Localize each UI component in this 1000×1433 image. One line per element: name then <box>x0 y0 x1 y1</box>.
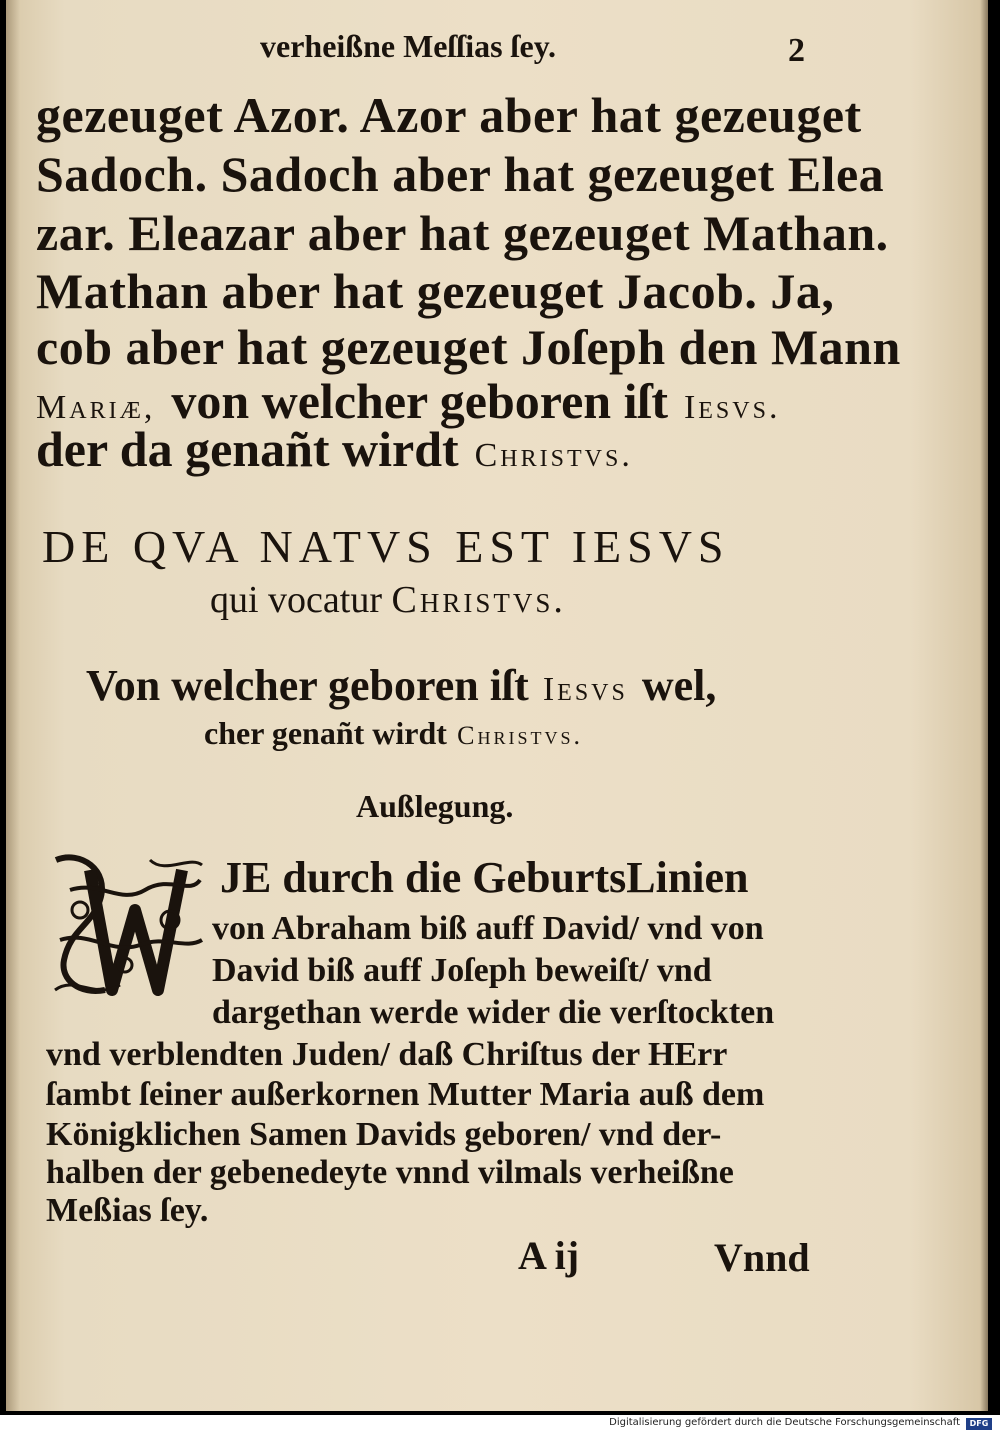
german-heading-line1 <box>86 660 716 711</box>
footer <box>0 1415 1000 1433</box>
dfg-logo-icon: DFG <box>966 1418 992 1430</box>
text-line: Mathan aber hat gezeuget Jacob. Ja, <box>36 263 835 319</box>
paragraph-line: Meßias ſey. <box>46 1192 209 1229</box>
name-christus: Christvs. <box>457 721 583 750</box>
german-heading-line2 <box>204 714 583 752</box>
book-page <box>6 0 988 1411</box>
paragraph-first-line: JE durch die GeburtsLinien <box>220 853 749 902</box>
page-edge-shadow <box>980 0 988 1411</box>
name-jesus: Iesvs. <box>683 389 781 426</box>
running-head: verheißne Meſſias ſey. <box>260 28 556 64</box>
catchword: Vnnd <box>714 1235 810 1280</box>
paragraph-line: von Abraham biß auff David/ vnd von <box>212 910 764 947</box>
name-mariae: Mariæ, <box>36 389 156 426</box>
text-line: Sadoch. Sadoch aber hat gezeuget Elea <box>36 146 885 202</box>
text-span: Von welcher geboren iſt <box>86 661 529 710</box>
text-span: cher genañt wirdt <box>204 715 447 751</box>
name-jesus: Iesvs <box>542 671 628 708</box>
paragraph-line: Königklichen Samen Davids geboren/ vnd der- <box>46 1116 722 1153</box>
paragraph-line: dargethan werde wider die verſtockten <box>212 994 775 1031</box>
latin-heading-line1: DE QVA NATVS EST IESVS <box>42 521 730 572</box>
text-line: zar. Eleazar aber hat gezeuget Mathan. <box>36 205 889 261</box>
text-span: wel, <box>641 661 717 710</box>
paragraph-line: David biß auff Joſeph beweiſt/ vnd <box>212 952 712 989</box>
page-number: 2 <box>788 32 805 69</box>
decorated-initial-icon <box>50 850 208 1000</box>
text-span: qui vocatur <box>210 579 383 621</box>
text-line: gezeuget Azor. Azor aber hat gezeuget <box>36 87 862 143</box>
text-line-christus <box>36 420 633 478</box>
name-christus: Christvs. <box>474 437 633 474</box>
latin-heading-line2 <box>210 578 566 622</box>
section-title: Außlegung. <box>356 788 514 824</box>
text-line: cob aber hat gezeuget Joſeph den Mann <box>36 319 901 375</box>
text-span: von welcher geboren iſt <box>171 373 669 429</box>
signature-mark: A ij <box>518 1233 580 1278</box>
funding-credit: Digitalisierung gefördert durch die Deutsche Forschungsgemeinschaft <box>609 1417 960 1428</box>
text-span: der da genañt wirdt <box>36 421 459 477</box>
paragraph-line: halben der gebenedeyte vnnd vilmals verheißne <box>46 1154 734 1191</box>
name-christus: Christvs. <box>391 579 566 621</box>
paragraph-line: vnd verblendten Juden/ daß Chriſtus der HErr <box>46 1036 728 1073</box>
page-gutter-shadow <box>6 0 20 1411</box>
paragraph-line: ſambt ſeiner außerkornen Mutter Maria auß dem <box>46 1076 765 1113</box>
